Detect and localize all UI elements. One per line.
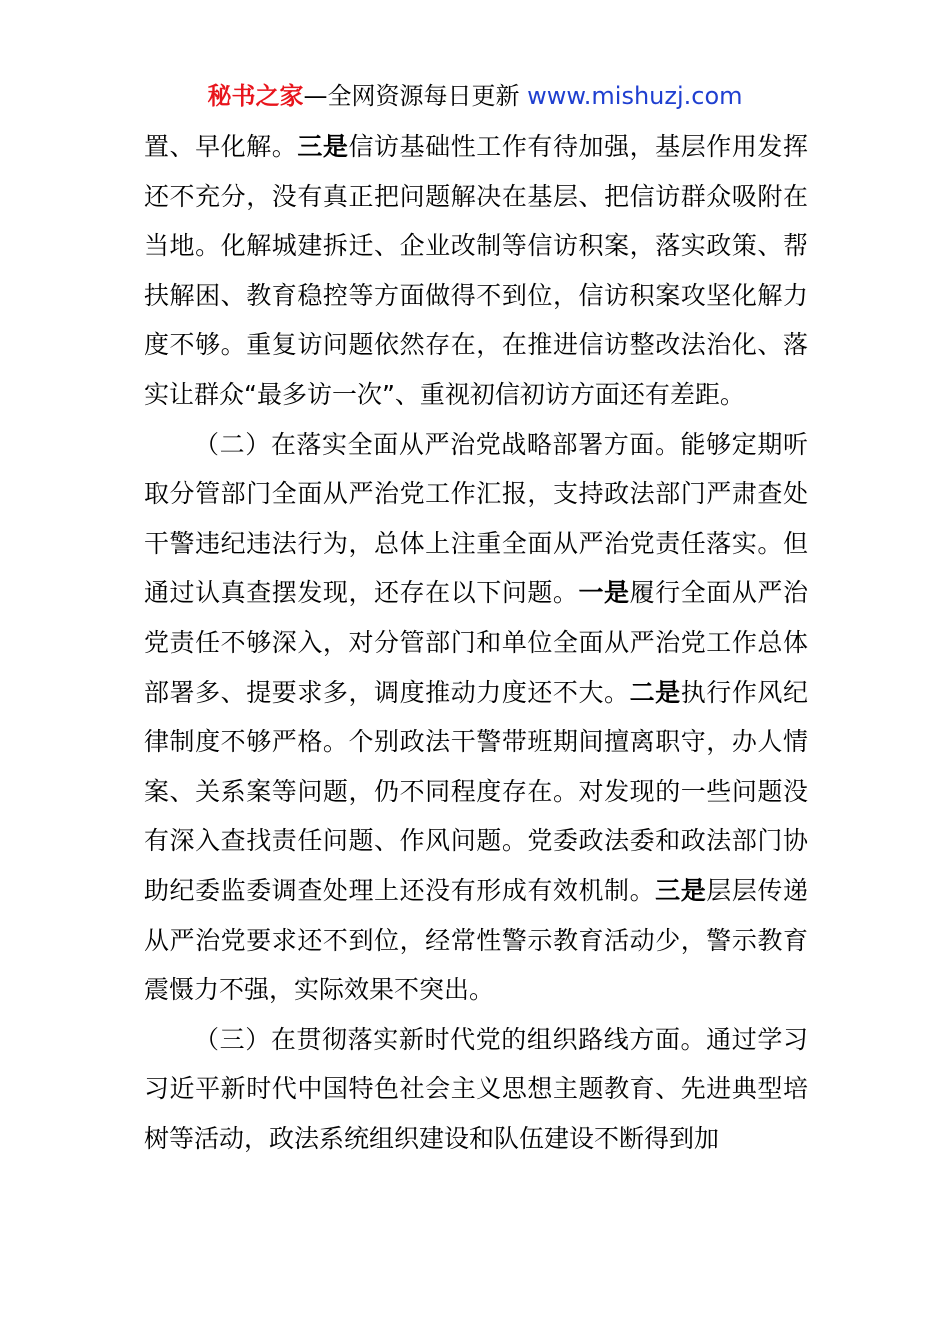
site-url[interactable]: www.mishuzj.com bbox=[527, 82, 743, 110]
text-segment: 层层传递从严治党要求还不到位，经常性警示教育活动少，警示教育震慑力不强，实际效果不突出。 bbox=[144, 875, 808, 1005]
emphasis-third-point: 三是 bbox=[655, 875, 707, 905]
text-segment: 执行作风纪律制度不够严格。个别政法干警带班期间擅离职守，办人情案、关系案等问题，仍不同程度存在。对发现的一些问题没有深入查找责任问题、作风问题。党委政法委和政法部门协助纪委监委调查处理上还没有形成有效机制。 bbox=[144, 677, 808, 905]
document-body bbox=[144, 122, 808, 1163]
emphasis-third-point: 三是 bbox=[297, 132, 349, 161]
header-slogan: —全网资源每日更新 bbox=[303, 82, 528, 110]
text-segment: 履行全面从严治党责任不够深入，对分管部门和单位全面从严治党工作总体部署多、提要求多，调度推动力度还不大。 bbox=[144, 578, 808, 707]
emphasis-second-point: 二是 bbox=[629, 677, 681, 707]
text-segment: （三）在贯彻落实新时代党的组织路线方面。通过学习习近平新时代中国特色社会主义思想主题教育、先进典型培树等活动，政法系统组织建设和队伍建设不断得到加 bbox=[144, 1024, 808, 1153]
text-segment: （二）在落实全面从严治党战略部署方面。能够定期听取分管部门全面从严治党工作汇报，支持政法部门严肃查处干警违纪违法行为，总体上注重全面从严治党责任落实。但通过认真查摆发现，还存在以下问题。 bbox=[144, 429, 808, 608]
site-header bbox=[0, 78, 950, 114]
text-segment: 置、早化解。 bbox=[144, 132, 298, 161]
text-segment: 信访基础性工作有待加强，基层作用发挥还不充分，没有真正把问题解决在基层、把信访群众吸附在当地。化解城建拆迁、企业改制等信访积案，落实政策、帮扶解困、教育稳控等方面做得不到位，信访积案攻坚化解力度不够。重复访问题依然存在，在推进信访整改法治化、落实让群众“最多访一次”、重视初信初访方面还有差距。 bbox=[144, 132, 808, 409]
paragraph-continuation bbox=[144, 122, 808, 420]
brand-name: 秘书之家 bbox=[207, 82, 304, 110]
paragraph-section-two bbox=[144, 420, 808, 1015]
emphasis-first-point: 一是 bbox=[578, 578, 630, 608]
paragraph-section-three bbox=[144, 1015, 808, 1164]
